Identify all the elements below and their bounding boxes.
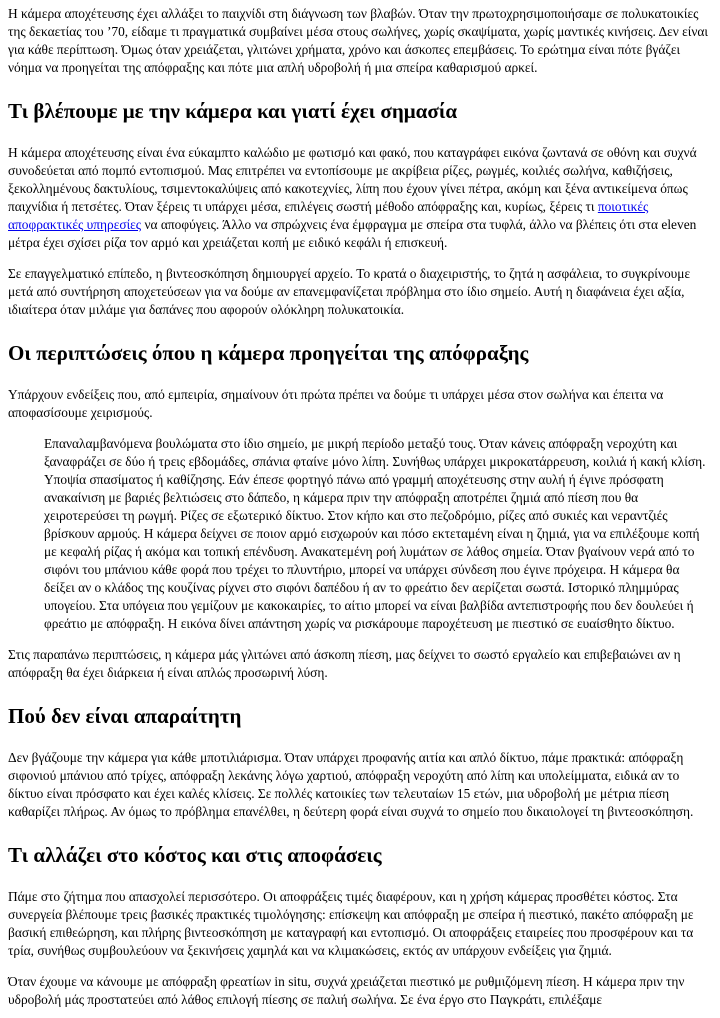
body-paragraph: Όταν έχουμε να κάνουμε με απόφραξη φρεατίων in situ, συχνά χρειάζεται πιεστικό με ρυθμιζόμενη πίεση. Η κάμερα πριν την υδροβολή μάς προστατεύει από λάθος επιλογή πίεσης σε παλιή σωλήνα. Σε ένα έργο στο Παγκράτι, επιλέξαμε	[8, 974, 685, 1007]
body-paragraph: Υπάρχουν ενδείξεις που, από εμπειρία, σημαίνουν ότι πρώτα πρέπει να δούμε τι υπάρχει μέσα στον σωλήνα και έπειτα να αποφασίσουμε χειρισμούς.	[8, 387, 664, 420]
intro-paragraph: Η κάμερα αποχέτευσης έχει αλλάξει το παιχνίδι στη διάγνωση των βλαβών. Όταν την πρωτοχρησιμοποιήσαμε σε πολυκατοικίες της δεκαετίας του ’70, είδαμε τι πραγματικά συμβαίνει μέσα στους σωλήνες, χωρίς σκαψίματα, χωρίς μαντικές κινήσεις. Δεν είναι για κάθε περίπτωση. Όμως όταν χρειάζεται, γλιτώνει χρήματα, χρόνο και άσκοπες επεμβάσεις. Το ερώτημα είναι πότε βγάζει νόημα να προηγείται της απόφραξης και πότε μια απλή υδροβολή ή μια σπείρα καθαρισμού αρκεί.	[8, 6, 709, 75]
body-paragraph: Πάμε στο ζήτημα που απασχολεί περισσότερο. Οι αποφράξεις τιμές διαφέρουν, και η χρήση κάμερας προσθέτει κόστος. Στα συνεργεία βλέπουμε τρεις βασικές πρακτικές τιμολόγησης: επίσκεψη και απόφραξη με σπείρα ή πιεστικό, πακέτο απόφραξη με βασική επιθεώρηση, και πλήρης βιντεοσκόπηση με καταγραφή και εντοπισμό. Οι αποφράξεις εταιρείες που προσφέρουν και τα τρία, συνήθως συμβουλεύουν να ξεκινήσεις χαμηλά και να κλιμακώσεις, εκτός αν υπάρχουν ενδείξεις για ζημιά.	[8, 889, 694, 958]
section-not-necessary	[8, 703, 712, 821]
body-paragraph: Στις παραπάνω περιπτώσεις, η κάμερα μάς γλιτώνει από άσκοπη πίεση, μας δείχνει το σωστό εργαλείο και επιβεβαιώνει αν η απόφραξη θα έχει διάρκεια ή είναι απλώς προσωρινή λύση.	[8, 647, 681, 680]
section-heading: Τι αλλάζει στο κόστος και στις αποφάσεις	[8, 843, 382, 867]
section-heading: Οι περιπτώσεις όπου η κάμερα προηγείται της απόφραξης	[8, 341, 529, 365]
paragraph-text: να αποφύγεις. Άλλο να σπρώχνεις ένα έμφραγμα με σπείρα στα τυφλά, άλλο να βλέπεις ότι στα eleven μέτρα έχει σχίσει ρίζα τον αρμό και χρειάζεται κοπή με ειδικό κεφάλι ή επισκευή.	[8, 217, 697, 250]
section-camera-first-cases	[8, 340, 712, 682]
section-what-we-see	[8, 98, 712, 319]
section-cost-and-decisions	[8, 842, 712, 1009]
blockquote-text: Επαναλαμβανόμενα βουλώματα στο ίδιο σημείο, με μικρή περίοδο μεταξύ τους. Όταν κάνεις απόφραξη νεροχύτη και ξαναφράζει σε δύο ή τρεις εβδομάδες, σπάνια φταίνε μόνο λίπη. Συνήθως υπάρχει μικροκατάρρευση, κοιλιά ή κακή κλίση. Υποψία σπασίματος ή καθίζησης. Εάν έπεσε φορτηγό πάνω από γραμμή αποχέτευσης στην αυλή ή έγινε πρόσφατη ανακαίνιση με βαριές βελτιώσεις στο δάπεδο, η κάμερα πριν την απόφραξη αποτρέπει ζημιά από πίεση που θα χειροτερεύσει τη ρωγμή. Ρίζες σε εξωτερικό δίκτυο. Στον κήπο και στο πεζοδρόμιο, ρίζες από συκιές και νεραντζιές βρίσκουν αρμούς. Η κάμερα δείχνει σε ποιον αρμό εισχωρούν και πόσο εκτεταμένη είναι η ζημιά, για να επιλέξουμε κοπή με κεφαλή ρίζας ή ακόμα και τοπική επένδυση. Ανακατεμένη ροή λυμάτων σε λάθος σημεία. Όταν βγαίνουν νερά από το σιφόνι του μπάνιου κάθε φορά που τρέχει το πλυντήριο, μπορεί να υπάρχει σύνδεση που έγινε πρόχειρα. Η κάμερα θα δείξει αν ο κλάδος της κουζίνας ρίχνει στο σιφόνι δαπέδου ή αν το φρεάτιο δεν αερίζεται σωστά. Ιστορικό πλημμύρας υπογείου. Στα υπόγεια που γεμίζουν με κακοκαιρίες, το αίτιο μπορεί να είναι βαλβίδα αντεπιστροφής που δεν δουλεύει ή φρεάτιο με απόφραξη. Η εικόνα δίνει απάντηση χωρίς να ρισκάρουμε παροχέτευση με πιεστικό σε ευαίσθητο δίκτυο.	[44, 436, 706, 631]
section-heading: Πού δεν είναι απαραίτητη	[8, 704, 242, 728]
paragraph-text: Η κάμερα αποχέτευσης είναι ένα εύκαμπτο καλώδιο με φωτισμό και φακό, που καταγράφει εικόνα ζωντανά σε οθόνη και συχνά συνοδεύεται από πομπό εντοπισμού. Μας επιτρέπει να εντοπίσουμε με ακρίβεια ρίζες, ρωγμές, κοιλιές σωλήνα, καθιζήσεις, ξεκολλημένους δακτυλίους, τσιμεντοκαλύψεις από κακοτεχνίες, λίπη που έχουν γίνει πέτρα, ακόμη και ξένα αντικείμενα όπως παιχνίδια ή πετσέτες. Όταν ξέρεις τι υπάρχει μέσα, επιλέγεις σωστή μέθοδο απόφραξης και, κυρίως, ξέρεις τι	[8, 145, 697, 214]
body-paragraph: Σε επαγγελματικό επίπεδο, η βιντεοσκόπηση δημιουργεί αρχείο. Το κρατά ο διαχειριστής, το ζητά η ασφάλεια, το συγκρίνουμε μετά από συντήρηση αποχετεύσεων για να δούμε αν επανεμφανίζεται πρόβλημα στο ίδιο σημείο. Αυτή η διαφάνεια έχει αξία, ιδιαίτερα όταν μιλάμε για δαπάνες που αφορούν ολόκληρη πολυκατοικία.	[8, 266, 691, 317]
cases-blockquote	[44, 435, 712, 633]
body-paragraph: Δεν βγάζουμε την κάμερα για κάθε μποτιλιάρισμα. Όταν υπάρχει προφανής αιτία και απλό δίκτυο, πάμε πρακτικά: απόφραξη σιφονιού μπάνιου από τρίχες, απόφραξη λεκάνης λόγω χαρτιού, απόφραξη νεροχύτη από λίπη και υπολείμματα, ειδικά αν το δίκτυο είναι πρόσφατο και έχει καλές κλίσεις. Σε πολλές κατοικίες των τελευταίων 15 ετών, μια υδροβολή με μέτρια πίεση καθαρίζει πλήρως. Αν όμως το πρόβλημα επανέλθει, η δεύτερη φορά είναι συχνά το σημείο που δικαιολογεί τη βιντεοσκόπηση.	[8, 750, 694, 819]
section-heading: Τι βλέπουμε με την κάμερα και γιατί έχει σημασία	[8, 99, 458, 123]
quality-services-link[interactable]: ποιοτικές αποφρακτικές υπηρεσίες	[8, 199, 649, 232]
body-paragraph	[8, 144, 712, 252]
